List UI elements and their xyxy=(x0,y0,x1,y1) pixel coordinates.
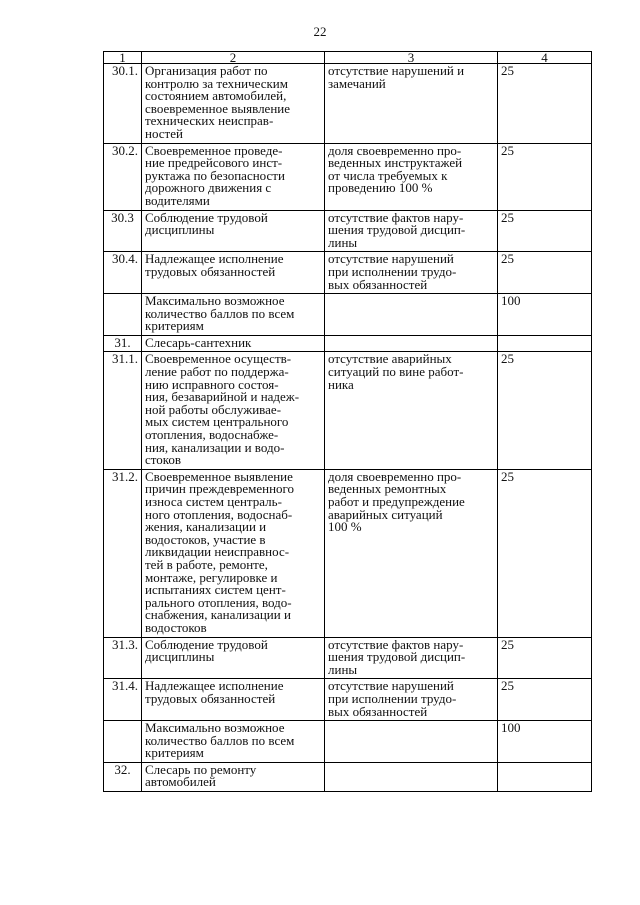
indicator-cell: отсутствие фактов нару- шения трудовой дисцип- лины xyxy=(325,637,498,679)
table-row xyxy=(104,143,592,210)
row-number xyxy=(104,294,142,336)
table-row xyxy=(104,762,592,791)
indicator-cell xyxy=(325,721,498,763)
indicator-cell xyxy=(325,335,498,352)
criterion-cell: Своевременное осуществ- ление работ по поддержа- нию исправного состоя- ния, безаварийной и надеж- ной работы обслуживае- мых систем центрального отопления, водоснабже- ния, канализации и водо- стоков xyxy=(142,352,325,469)
score-cell: 25 xyxy=(498,679,592,721)
indicator-cell xyxy=(325,294,498,336)
criterion-cell: Своевременное выявление причин преждевременного износа систем централь- ного отопления, водоснаб- жения, канализации и водостоков, участие в ликвидации неисправнос- тей в работе, ремонте, монтаже, регулировке и испытаниях систем цент- рального отопления, водо- снабжения, канализации и водостоков xyxy=(142,469,325,637)
indicator-cell xyxy=(325,762,498,791)
row-number: 30.2. xyxy=(104,143,142,210)
row-number: 30.3 xyxy=(104,210,142,252)
table-row xyxy=(104,64,592,144)
row-number: 31.4. xyxy=(104,679,142,721)
score-cell xyxy=(498,762,592,791)
table-row xyxy=(104,352,592,469)
page-number: 22 xyxy=(313,24,327,39)
table-row xyxy=(104,679,592,721)
row-number: 30.4. xyxy=(104,252,142,294)
score-cell xyxy=(498,335,592,352)
row-number xyxy=(104,721,142,763)
indicator-cell: доля своевременно про- веденных инструктажей от числа требуемых к проведению 100 % xyxy=(325,143,498,210)
row-number: 31.2. xyxy=(104,469,142,637)
score-cell: 25 xyxy=(498,252,592,294)
indicator-cell: отсутствие аварийных ситуаций по вине работ- ника xyxy=(325,352,498,469)
score-cell: 25 xyxy=(498,352,592,469)
criterion-cell: Слесарь-сантехник xyxy=(142,335,325,352)
score-cell: 100 xyxy=(498,721,592,763)
criterion-cell: Своевременное проведе- ние предрейсового инст- руктажа по безопасности дорожного движения с водителями xyxy=(142,143,325,210)
score-cell: 25 xyxy=(498,143,592,210)
criterion-cell: Соблюдение трудовой дисциплины xyxy=(142,210,325,252)
table-row xyxy=(104,210,592,252)
score-cell: 100 xyxy=(498,294,592,336)
criterion-cell: Надлежащее исполнение трудовых обязанностей xyxy=(142,252,325,294)
row-number: 32. xyxy=(104,762,142,791)
column-header-2: 2 xyxy=(142,52,325,64)
indicator-cell: отсутствие фактов нару- шения трудовой дисцип- лины xyxy=(325,210,498,252)
column-header-1: 1 xyxy=(104,52,142,64)
row-number: 31.3. xyxy=(104,637,142,679)
score-cell: 25 xyxy=(498,64,592,144)
table-row xyxy=(104,637,592,679)
indicator-cell: отсутствие нарушений при исполнении трудо- вых обязанностей xyxy=(325,679,498,721)
criterion-cell: Слесарь по ремонту автомобилей xyxy=(142,762,325,791)
table-row xyxy=(104,469,592,637)
criterion-cell: Максимально возможное количество баллов по всем критериям xyxy=(142,721,325,763)
row-number: 30.1. xyxy=(104,64,142,144)
indicator-cell: доля своевременно про- веденных ремонтных работ и предупреждение аварийных ситуаций 100 % xyxy=(325,469,498,637)
criterion-cell: Надлежащее исполнение трудовых обязанностей xyxy=(142,679,325,721)
table-row xyxy=(104,294,592,336)
column-header-3: 3 xyxy=(325,52,498,64)
score-cell: 25 xyxy=(498,637,592,679)
table-row xyxy=(104,335,592,352)
indicator-cell: отсутствие нарушений при исполнении трудо- вых обязанностей xyxy=(325,252,498,294)
row-number: 31. xyxy=(104,335,142,352)
criterion-cell: Соблюдение трудовой дисциплины xyxy=(142,637,325,679)
criterion-cell: Максимально возможное количество баллов по всем критериям xyxy=(142,294,325,336)
table-header-row xyxy=(104,52,592,64)
table-row xyxy=(104,252,592,294)
table-row xyxy=(104,721,592,763)
indicator-cell: отсутствие нарушений и замечаний xyxy=(325,64,498,144)
score-cell: 25 xyxy=(498,210,592,252)
criterion-cell: Организация работ по контролю за техническим состоянием автомобилей, своевременное выявление технических неисправ- ностей xyxy=(142,64,325,144)
table-body xyxy=(104,64,592,792)
row-number: 31.1. xyxy=(104,352,142,469)
criteria-table xyxy=(103,51,592,792)
column-header-4: 4 xyxy=(498,52,592,64)
score-cell: 25 xyxy=(498,469,592,637)
